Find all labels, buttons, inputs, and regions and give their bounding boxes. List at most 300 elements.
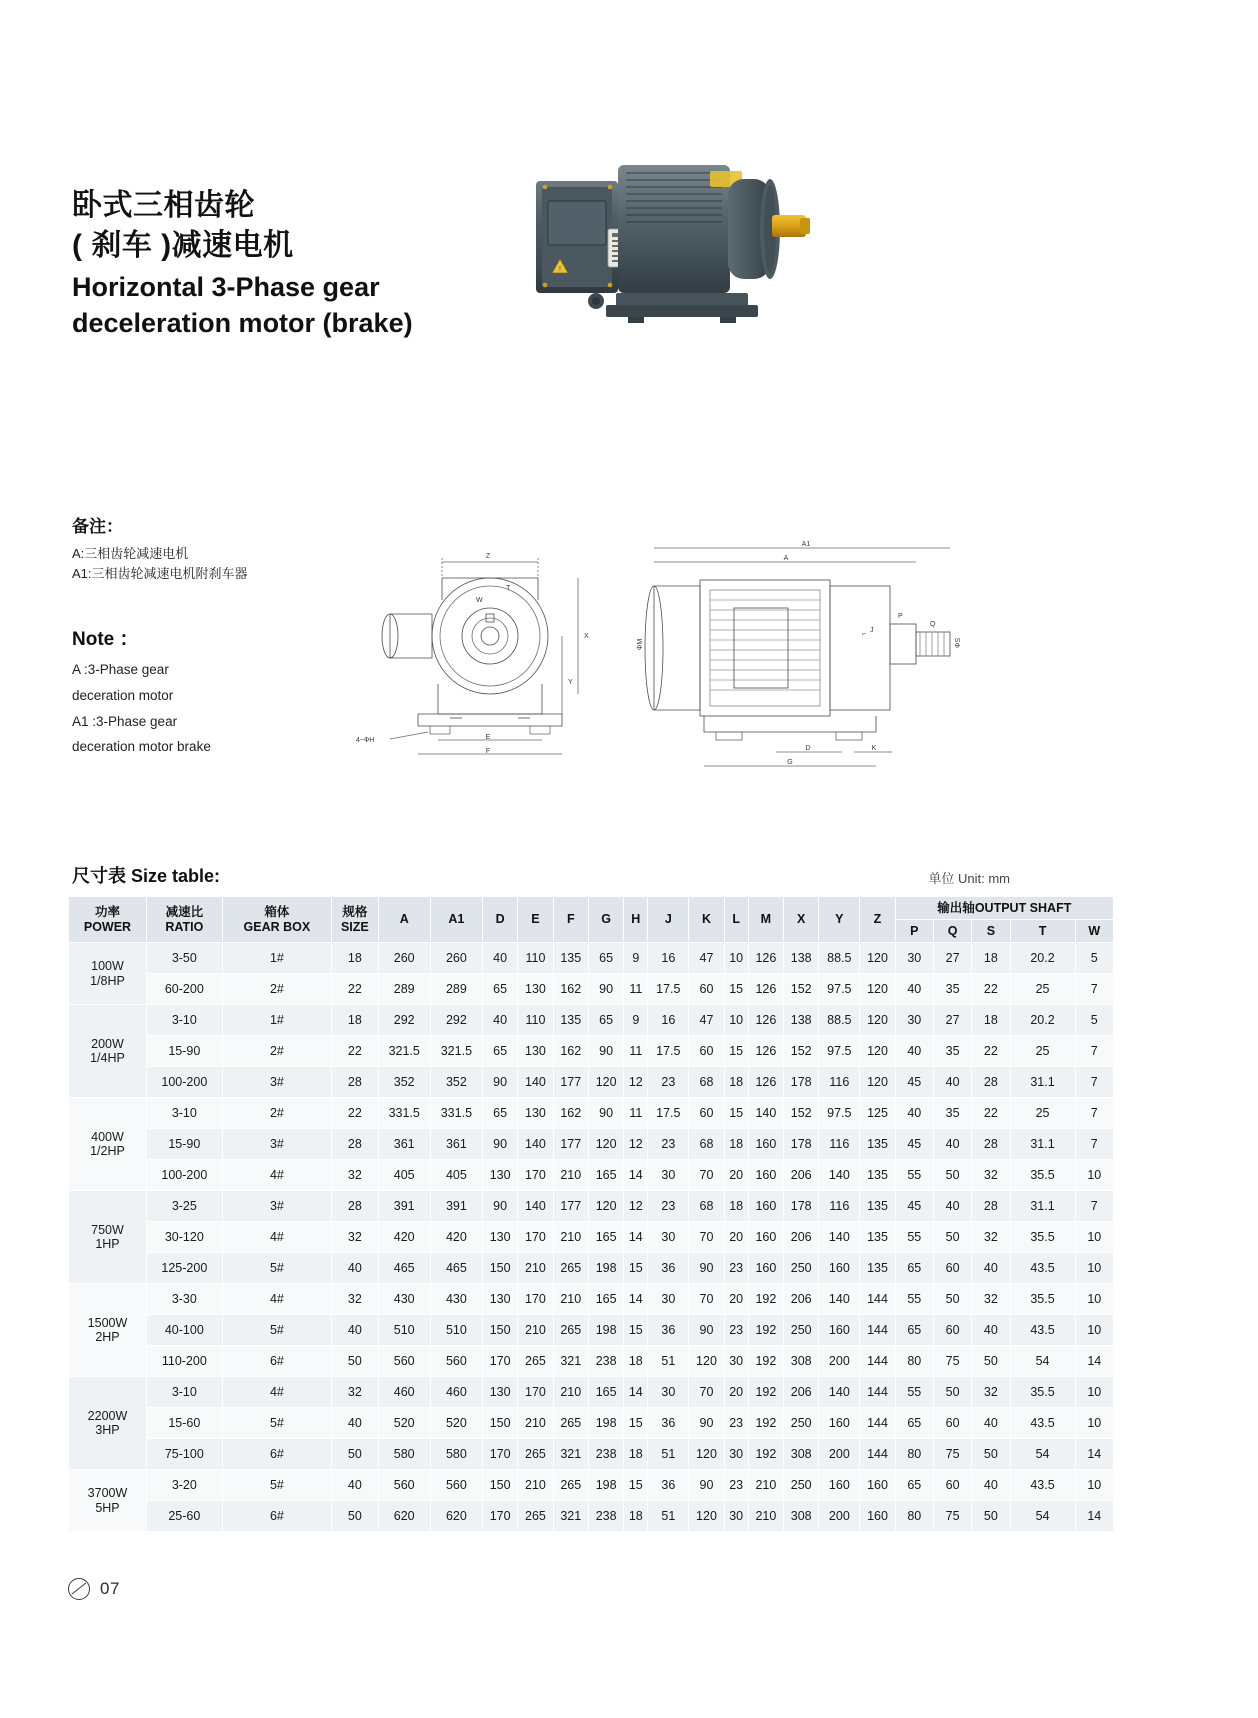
cell-ratio: 3-10: [146, 1098, 222, 1129]
cell-dim-G: 238: [588, 1439, 623, 1470]
table-row: [69, 1098, 1114, 1129]
cell-gearbox: 5#: [222, 1253, 331, 1284]
cell-dim-H: 9: [624, 1005, 648, 1036]
cell-gearbox: 4#: [222, 1377, 331, 1408]
cell-shaft-S: 22: [972, 974, 1010, 1005]
size-table-caption: 尺寸表 Size table:: [72, 866, 221, 886]
cell-dim-F: 210: [553, 1160, 588, 1191]
cell-dim-F: 210: [553, 1377, 588, 1408]
cell-dim-A1: 430: [430, 1284, 482, 1315]
cell-dim-H: 14: [624, 1377, 648, 1408]
cell-dim-A: 580: [378, 1439, 430, 1470]
table-row: [69, 974, 1114, 1005]
cell-dim-G: 90: [588, 1036, 623, 1067]
power-line: 5HP: [95, 1500, 120, 1515]
cell-dim-K: 60: [689, 974, 724, 1005]
cell-ratio: 100-200: [146, 1067, 222, 1098]
th-dim-D: D: [482, 897, 517, 943]
cell-shaft-W: 14: [1075, 1439, 1113, 1470]
cell-dim-A: 420: [378, 1222, 430, 1253]
cell-shaft-T: 35.5: [1010, 1377, 1075, 1408]
cell-dim-A: 510: [378, 1315, 430, 1346]
cell-dim-H: 15: [624, 1315, 648, 1346]
svg-text:K: K: [871, 745, 877, 752]
power-line: 1500W: [87, 1315, 128, 1330]
cell-ratio: 3-25: [146, 1191, 222, 1222]
cell-dim-M: 192: [748, 1408, 783, 1439]
cell-dim-G: 198: [588, 1470, 623, 1501]
cell-dim-Z: 135: [860, 1253, 895, 1284]
note-en-line-4: deceration motor brake: [72, 739, 211, 755]
note-block: [72, 512, 362, 760]
cell-dim-X: 178: [784, 1067, 819, 1098]
power-line: 750W: [91, 1222, 124, 1237]
cell-dim-E: 265: [518, 1501, 553, 1532]
th-shaft-Q: Q: [933, 920, 971, 943]
svg-text:X: X: [584, 633, 589, 640]
th-shaft-W: W: [1075, 920, 1113, 943]
cell-dim-L: 23: [724, 1253, 748, 1284]
svg-text:W: W: [476, 597, 483, 604]
cell-dim-H: 11: [624, 1098, 648, 1129]
cell-dim-X: 152: [784, 974, 819, 1005]
cell-dim-M: 210: [748, 1470, 783, 1501]
cell-dim-L: 23: [724, 1470, 748, 1501]
th-gearbox: [222, 897, 331, 943]
cell-dim-E: 140: [518, 1129, 553, 1160]
cell-dim-K: 90: [689, 1315, 724, 1346]
power-line: 400W: [91, 1129, 124, 1144]
cell-dim-X: 206: [784, 1222, 819, 1253]
cell-shaft-T: 31.1: [1010, 1191, 1075, 1222]
cell-shaft-W: 10: [1075, 1253, 1113, 1284]
cell-dim-Z: 120: [860, 943, 895, 974]
cell-ratio: 3-10: [146, 1005, 222, 1036]
cell-dim-A: 391: [378, 1191, 430, 1222]
cell-shaft-S: 50: [972, 1439, 1010, 1470]
cell-dim-G: 65: [588, 1005, 623, 1036]
cell-ratio: 3-30: [146, 1284, 222, 1315]
cell-dim-K: 47: [689, 943, 724, 974]
cell-dim-L: 20: [724, 1377, 748, 1408]
cell-dim-F: 265: [553, 1408, 588, 1439]
cell-dim-J: 51: [648, 1501, 689, 1532]
cell-shaft-T: 35.5: [1010, 1160, 1075, 1191]
cell-dim-D: 90: [482, 1191, 517, 1222]
cell-dim-L: 20: [724, 1160, 748, 1191]
cell-dim-A1: 620: [430, 1501, 482, 1532]
table-row: [69, 1253, 1114, 1284]
cell-dim-M: 160: [748, 1160, 783, 1191]
cell-dim-Y: 97.5: [819, 974, 860, 1005]
cell-shaft-T: 43.5: [1010, 1408, 1075, 1439]
cell-shaft-T: 20.2: [1010, 1005, 1075, 1036]
th-output-shaft-en: OUTPUT SHAFT: [974, 900, 1072, 915]
svg-text:ФM: ФM: [637, 638, 644, 650]
cell-size: 32: [332, 1377, 379, 1408]
cell-dim-G: 120: [588, 1129, 623, 1160]
table-row: [69, 1067, 1114, 1098]
cell-size: 40: [332, 1253, 379, 1284]
power-line: 2200W: [87, 1408, 128, 1423]
th-dim-X: X: [784, 897, 819, 943]
cell-shaft-Q: 35: [933, 974, 971, 1005]
page-title: [72, 186, 542, 342]
cell-dim-Y: 160: [819, 1408, 860, 1439]
cell-shaft-S: 32: [972, 1284, 1010, 1315]
table-row: [69, 1439, 1114, 1470]
cell-shaft-P: 55: [895, 1377, 933, 1408]
cell-dim-E: 265: [518, 1439, 553, 1470]
cell-dim-A1: 361: [430, 1129, 482, 1160]
cell-power: [69, 1191, 147, 1284]
cell-dim-K: 70: [689, 1284, 724, 1315]
cell-size: 22: [332, 1098, 379, 1129]
technical-drawings: [330, 528, 1030, 778]
th-dim-J: J: [648, 897, 689, 943]
cell-dim-M: 210: [748, 1501, 783, 1532]
th-size-cn: 规格: [342, 905, 368, 920]
cell-shaft-Q: 75: [933, 1346, 971, 1377]
cell-dim-E: 265: [518, 1346, 553, 1377]
cell-shaft-P: 40: [895, 974, 933, 1005]
cell-gearbox: 1#: [222, 1005, 331, 1036]
cell-shaft-S: 40: [972, 1253, 1010, 1284]
svg-text:J: J: [870, 627, 874, 634]
cell-gearbox: 5#: [222, 1470, 331, 1501]
cell-dim-D: 170: [482, 1501, 517, 1532]
cell-dim-D: 150: [482, 1470, 517, 1501]
cell-dim-Y: 160: [819, 1470, 860, 1501]
th-gearbox-cn: 箱体: [264, 905, 290, 920]
title-chinese: [72, 186, 542, 266]
cell-dim-Y: 200: [819, 1501, 860, 1532]
cell-gearbox: 1#: [222, 943, 331, 974]
cell-shaft-Q: 60: [933, 1408, 971, 1439]
cell-dim-K: 120: [689, 1346, 724, 1377]
cell-shaft-T: 54: [1010, 1439, 1075, 1470]
size-table-unit: 单位 Unit: mm: [928, 871, 1010, 886]
cell-shaft-S: 32: [972, 1222, 1010, 1253]
cell-dim-G: 120: [588, 1067, 623, 1098]
cell-dim-E: 170: [518, 1160, 553, 1191]
th-power-cn: 功率: [94, 905, 120, 920]
cell-dim-L: 15: [724, 1036, 748, 1067]
cell-dim-F: 177: [553, 1191, 588, 1222]
th-dim-K: K: [689, 897, 724, 943]
cell-dim-J: 36: [648, 1470, 689, 1501]
th-power: [69, 897, 147, 943]
cell-shaft-S: 28: [972, 1067, 1010, 1098]
th-power-en: POWER: [83, 919, 132, 934]
cell-dim-F: 177: [553, 1129, 588, 1160]
cell-shaft-T: 31.1: [1010, 1067, 1075, 1098]
cell-dim-A: 460: [378, 1377, 430, 1408]
cell-dim-Z: 144: [860, 1284, 895, 1315]
th-dim-Y: Y: [819, 897, 860, 943]
cell-dim-D: 40: [482, 943, 517, 974]
cell-dim-X: 138: [784, 943, 819, 974]
cell-dim-A1: 352: [430, 1067, 482, 1098]
cell-dim-X: 178: [784, 1191, 819, 1222]
cell-dim-Z: 135: [860, 1129, 895, 1160]
cell-shaft-W: 7: [1075, 1191, 1113, 1222]
cell-shaft-W: 10: [1075, 1284, 1113, 1315]
cell-dim-A: 331.5: [378, 1098, 430, 1129]
cell-dim-Y: 116: [819, 1067, 860, 1098]
no-entry-icon: [68, 1578, 90, 1600]
cell-ratio: 125-200: [146, 1253, 222, 1284]
cell-power: [69, 1098, 147, 1191]
cell-dim-L: 15: [724, 1098, 748, 1129]
cell-gearbox: 2#: [222, 1098, 331, 1129]
cell-dim-A1: 520: [430, 1408, 482, 1439]
power-line: 200W: [91, 1036, 124, 1051]
cell-dim-F: 162: [553, 1036, 588, 1067]
cell-dim-L: 23: [724, 1408, 748, 1439]
cell-shaft-Q: 27: [933, 1005, 971, 1036]
cell-dim-A1: 331.5: [430, 1098, 482, 1129]
cell-dim-Z: 135: [860, 1222, 895, 1253]
cell-dim-X: 138: [784, 1005, 819, 1036]
cell-dim-Y: 97.5: [819, 1098, 860, 1129]
cell-dim-M: 126: [748, 974, 783, 1005]
cell-ratio: 3-10: [146, 1377, 222, 1408]
cell-shaft-S: 22: [972, 1036, 1010, 1067]
cell-dim-J: 17.5: [648, 1098, 689, 1129]
cell-shaft-T: 54: [1010, 1501, 1075, 1532]
svg-text:4−ФH: 4−ФH: [356, 737, 375, 744]
svg-text:ФS: ФS: [955, 638, 962, 648]
cell-dim-F: 162: [553, 1098, 588, 1129]
cell-dim-A: 520: [378, 1408, 430, 1439]
cell-shaft-S: 32: [972, 1377, 1010, 1408]
cell-dim-Z: 120: [860, 1005, 895, 1036]
cell-dim-Y: 140: [819, 1377, 860, 1408]
cell-power: [69, 1284, 147, 1377]
cell-shaft-S: 28: [972, 1191, 1010, 1222]
cell-dim-D: 90: [482, 1129, 517, 1160]
cell-dim-A1: 510: [430, 1315, 482, 1346]
cell-dim-A: 465: [378, 1253, 430, 1284]
cell-dim-A1: 260: [430, 943, 482, 974]
cell-shaft-Q: 50: [933, 1284, 971, 1315]
th-size: [332, 897, 379, 943]
cell-dim-M: 192: [748, 1377, 783, 1408]
cell-dim-Z: 120: [860, 1067, 895, 1098]
cell-gearbox: 5#: [222, 1408, 331, 1439]
cell-dim-L: 23: [724, 1315, 748, 1346]
cell-shaft-P: 30: [895, 1005, 933, 1036]
cell-dim-J: 17.5: [648, 974, 689, 1005]
cell-dim-X: 206: [784, 1377, 819, 1408]
table-row: [69, 1377, 1114, 1408]
th-gearbox-en: GEAR BOX: [243, 919, 311, 934]
cell-dim-G: 198: [588, 1408, 623, 1439]
table-row: [69, 1129, 1114, 1160]
cell-dim-Y: 160: [819, 1253, 860, 1284]
cell-dim-H: 18: [624, 1439, 648, 1470]
cell-shaft-S: 18: [972, 1005, 1010, 1036]
cell-gearbox: 3#: [222, 1129, 331, 1160]
cell-dim-E: 170: [518, 1222, 553, 1253]
cell-shaft-Q: 40: [933, 1129, 971, 1160]
cell-dim-A1: 391: [430, 1191, 482, 1222]
cell-dim-H: 9: [624, 943, 648, 974]
svg-text:E: E: [485, 734, 491, 741]
cell-shaft-W: 5: [1075, 1005, 1113, 1036]
cell-dim-A1: 460: [430, 1377, 482, 1408]
cell-dim-M: 160: [748, 1129, 783, 1160]
cell-dim-X: 308: [784, 1439, 819, 1470]
cell-shaft-S: 22: [972, 1098, 1010, 1129]
cell-dim-J: 30: [648, 1222, 689, 1253]
cell-shaft-Q: 40: [933, 1191, 971, 1222]
svg-text:Z: Z: [485, 553, 491, 560]
cell-shaft-W: 10: [1075, 1470, 1113, 1501]
cell-dim-J: 36: [648, 1315, 689, 1346]
title-english: [72, 270, 542, 342]
cell-dim-L: 30: [724, 1346, 748, 1377]
cell-dim-E: 210: [518, 1408, 553, 1439]
cell-dim-M: 192: [748, 1315, 783, 1346]
cell-shaft-P: 80: [895, 1346, 933, 1377]
cell-dim-Y: 160: [819, 1315, 860, 1346]
cell-gearbox: 4#: [222, 1284, 331, 1315]
cell-dim-E: 110: [518, 943, 553, 974]
cell-dim-E: 130: [518, 1098, 553, 1129]
th-shaft-S: S: [972, 920, 1010, 943]
cell-dim-K: 90: [689, 1470, 724, 1501]
cell-size: 32: [332, 1284, 379, 1315]
cell-dim-K: 70: [689, 1222, 724, 1253]
table-row: [69, 1346, 1114, 1377]
cell-dim-J: 23: [648, 1129, 689, 1160]
cell-dim-A: 260: [378, 943, 430, 974]
cell-dim-M: 126: [748, 1067, 783, 1098]
cell-size: 40: [332, 1470, 379, 1501]
cell-dim-M: 192: [748, 1439, 783, 1470]
cell-dim-H: 15: [624, 1470, 648, 1501]
cell-dim-K: 68: [689, 1129, 724, 1160]
product-photo: [500, 135, 830, 365]
cell-dim-H: 14: [624, 1284, 648, 1315]
cell-dim-Z: 144: [860, 1346, 895, 1377]
cell-dim-F: 321: [553, 1501, 588, 1532]
th-shaft-T: T: [1010, 920, 1075, 943]
table-row: [69, 1005, 1114, 1036]
size-table-head: [69, 897, 1114, 943]
note-en-line-3: A1 :3-Phase gear: [72, 713, 178, 729]
svg-text:F: F: [485, 748, 491, 755]
cell-shaft-Q: 27: [933, 943, 971, 974]
cell-dim-J: 36: [648, 1408, 689, 1439]
cell-power: [69, 943, 147, 1005]
cell-dim-F: 265: [553, 1315, 588, 1346]
cell-dim-H: 15: [624, 1408, 648, 1439]
cell-shaft-P: 55: [895, 1284, 933, 1315]
cell-dim-Y: 88.5: [819, 943, 860, 974]
cell-dim-X: 178: [784, 1129, 819, 1160]
power-line: 3700W: [87, 1486, 128, 1501]
cell-shaft-Q: 60: [933, 1470, 971, 1501]
cell-dim-L: 18: [724, 1191, 748, 1222]
cell-shaft-Q: 50: [933, 1222, 971, 1253]
cell-dim-A: 405: [378, 1160, 430, 1191]
cell-gearbox: 2#: [222, 1036, 331, 1067]
th-dim-Z: Z: [860, 897, 895, 943]
cell-dim-L: 30: [724, 1439, 748, 1470]
cell-dim-H: 11: [624, 974, 648, 1005]
cell-size: 22: [332, 1036, 379, 1067]
cell-size: 50: [332, 1501, 379, 1532]
cell-shaft-P: 45: [895, 1129, 933, 1160]
cell-shaft-P: 40: [895, 1098, 933, 1129]
cell-dim-H: 14: [624, 1160, 648, 1191]
svg-text:⌐: ⌐: [862, 631, 867, 638]
cell-dim-K: 120: [689, 1439, 724, 1470]
cell-shaft-S: 50: [972, 1501, 1010, 1532]
cell-dim-A: 321.5: [378, 1036, 430, 1067]
cell-dim-X: 250: [784, 1408, 819, 1439]
cell-power: [69, 1470, 147, 1532]
cell-dim-J: 17.5: [648, 1036, 689, 1067]
cell-dim-D: 130: [482, 1222, 517, 1253]
cell-dim-M: 192: [748, 1284, 783, 1315]
cell-size: 18: [332, 943, 379, 974]
cell-dim-A: 352: [378, 1067, 430, 1098]
cell-shaft-S: 32: [972, 1160, 1010, 1191]
cell-dim-E: 140: [518, 1191, 553, 1222]
cell-shaft-T: 25: [1010, 974, 1075, 1005]
power-line: 1/2HP: [90, 1144, 125, 1158]
cell-shaft-Q: 50: [933, 1377, 971, 1408]
cell-dim-A1: 560: [430, 1470, 482, 1501]
cell-shaft-T: 43.5: [1010, 1315, 1075, 1346]
svg-text:Y: Y: [568, 679, 573, 686]
cell-dim-E: 210: [518, 1315, 553, 1346]
cell-dim-J: 51: [648, 1439, 689, 1470]
cell-dim-Y: 116: [819, 1129, 860, 1160]
table-row: [69, 1315, 1114, 1346]
cell-dim-H: 18: [624, 1346, 648, 1377]
cell-dim-A: 560: [378, 1346, 430, 1377]
cell-dim-X: 250: [784, 1470, 819, 1501]
table-row: [69, 1501, 1114, 1532]
cell-shaft-P: 80: [895, 1439, 933, 1470]
cell-shaft-Q: 40: [933, 1067, 971, 1098]
cell-dim-J: 30: [648, 1160, 689, 1191]
cell-dim-H: 12: [624, 1191, 648, 1222]
svg-text:T: T: [506, 585, 511, 592]
cell-ratio: 30-120: [146, 1222, 222, 1253]
power-line: 3HP: [95, 1423, 120, 1437]
cell-ratio: 75-100: [146, 1439, 222, 1470]
cell-dim-E: 170: [518, 1377, 553, 1408]
cell-dim-J: 30: [648, 1377, 689, 1408]
power-line: 1HP: [95, 1237, 120, 1251]
cell-dim-Y: 88.5: [819, 1005, 860, 1036]
cell-dim-H: 11: [624, 1036, 648, 1067]
page-footer: [68, 1578, 120, 1600]
cell-shaft-Q: 35: [933, 1036, 971, 1067]
cell-shaft-T: 31.1: [1010, 1129, 1075, 1160]
cell-ratio: 15-90: [146, 1129, 222, 1160]
cell-ratio: 3-50: [146, 943, 222, 974]
cell-dim-Z: 120: [860, 974, 895, 1005]
cell-dim-K: 70: [689, 1377, 724, 1408]
cell-dim-L: 20: [724, 1284, 748, 1315]
